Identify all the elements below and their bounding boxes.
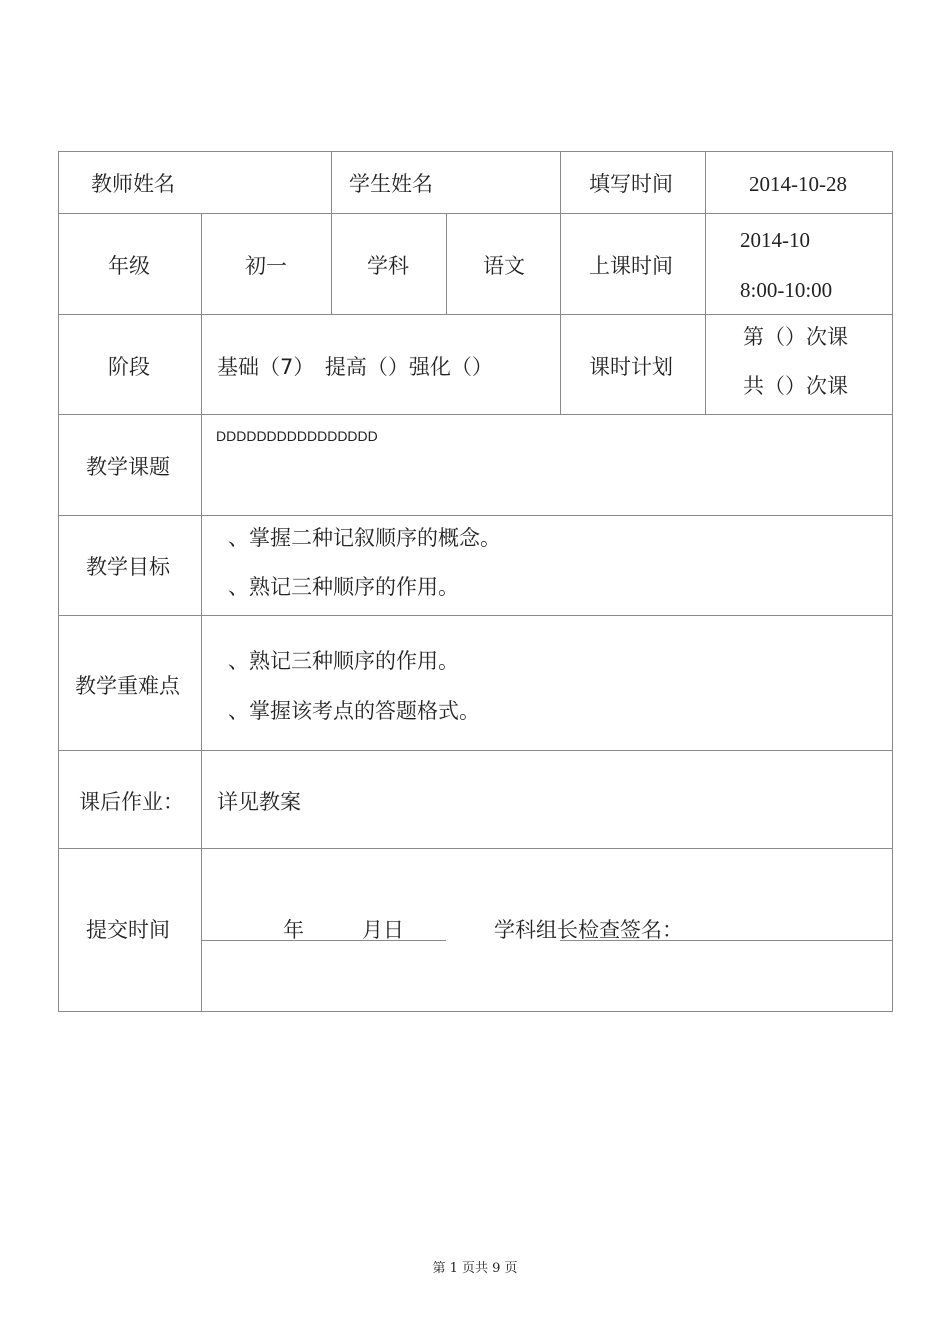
key-points-label: 教学重难点 bbox=[75, 674, 180, 698]
class-hours-value: 8:00-10:00 bbox=[740, 278, 833, 302]
goal-item: 、掌握二种记叙顺序的概念。 bbox=[228, 526, 501, 550]
row-divider-7 bbox=[58, 848, 893, 849]
table-border-left bbox=[58, 151, 59, 1012]
row-divider-6 bbox=[58, 750, 893, 751]
signature-label: 学科组长检查签名： bbox=[494, 918, 683, 942]
student-name-label: 学生姓名 bbox=[349, 172, 433, 196]
goal-label: 教学目标 bbox=[86, 555, 170, 579]
table-border-top bbox=[58, 151, 893, 152]
row-divider-2 bbox=[58, 314, 893, 315]
fill-time-label: 填写时间 bbox=[589, 172, 673, 196]
grade-label: 年级 bbox=[108, 254, 150, 278]
lesson-plan-label: 课时计划 bbox=[589, 355, 673, 379]
stage-label: 阶段 bbox=[108, 355, 150, 379]
col-divider-time-value bbox=[705, 151, 706, 414]
page-number: 第 1 页共 9 页 bbox=[432, 1261, 518, 1276]
topic-label: 教学课题 bbox=[86, 455, 170, 479]
subject-label: 学科 bbox=[367, 254, 409, 278]
key-point-item: 、掌握该考点的答题格式。 bbox=[228, 699, 480, 723]
label-column-divider bbox=[201, 213, 202, 1012]
fill-time-value: 2014-10-28 bbox=[749, 172, 847, 196]
row-divider-1 bbox=[58, 213, 893, 214]
submit-time-label: 提交时间 bbox=[86, 918, 170, 942]
key-point-item: 、熟记三种顺序的作用。 bbox=[228, 649, 459, 673]
row-divider-5 bbox=[58, 615, 893, 616]
table-border-right bbox=[892, 151, 893, 1012]
submit-date-underline bbox=[201, 940, 446, 941]
lesson-plan-total: 共（）次课 bbox=[743, 374, 848, 398]
class-time-label: 上课时间 bbox=[589, 254, 673, 278]
homework-label: 课后作业： bbox=[79, 790, 184, 814]
submit-month-day: 月日 bbox=[362, 918, 404, 942]
row-divider-4 bbox=[58, 515, 893, 516]
lesson-plan-current: 第（）次课 bbox=[743, 325, 848, 349]
submit-year: 年 bbox=[283, 918, 304, 942]
goal-item: 、熟记三种顺序的作用。 bbox=[228, 575, 459, 599]
grade-value: 初一 bbox=[245, 254, 287, 278]
topic-value: DDDDDDDDDDDDDDDD bbox=[216, 428, 378, 444]
table-border-bottom bbox=[58, 1011, 893, 1012]
subject-value: 语文 bbox=[483, 254, 525, 278]
col-divider-time-label bbox=[560, 151, 561, 414]
homework-value: 详见教案 bbox=[217, 790, 301, 814]
col-divider-subject bbox=[446, 213, 447, 314]
row-divider-3 bbox=[58, 414, 893, 415]
teacher-name-label: 教师姓名 bbox=[91, 172, 175, 196]
stage-value: 基础（7） 提高（）强化（） bbox=[217, 355, 493, 379]
class-date-value: 2014-10 bbox=[740, 228, 810, 252]
col-divider-teacher bbox=[331, 151, 332, 314]
